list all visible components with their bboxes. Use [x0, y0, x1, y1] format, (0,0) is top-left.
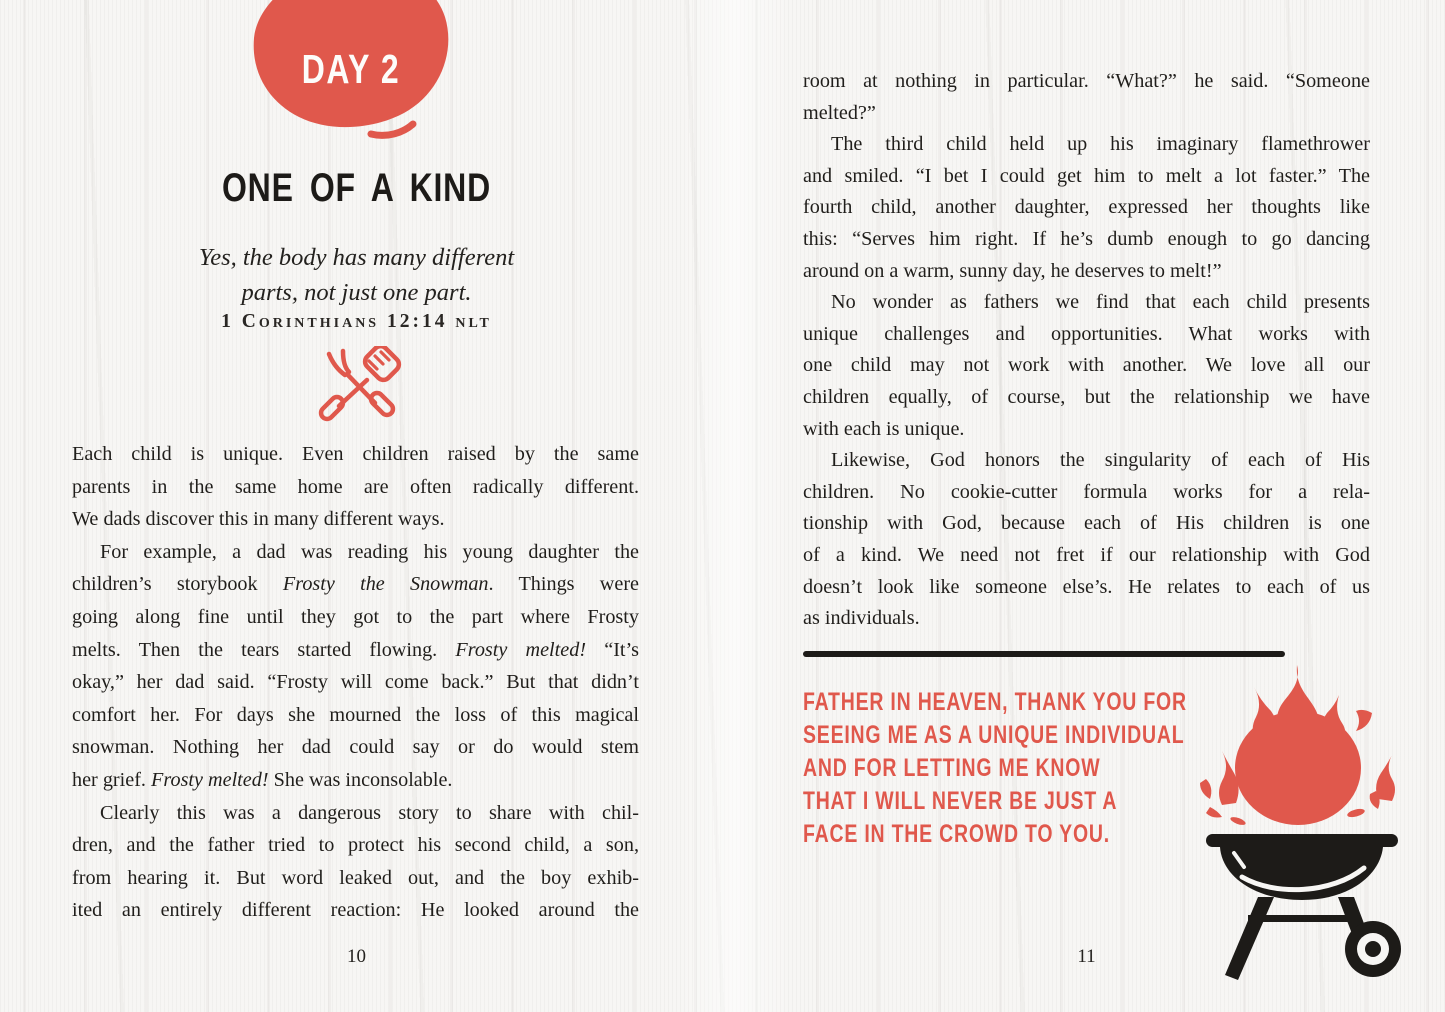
day-badge-label: DAY 2 — [301, 46, 401, 92]
body-text-line: as individuals. — [803, 607, 920, 630]
chapter-title: ONE OF A KIND — [221, 166, 491, 210]
verse-line: Yes, the body has many different — [198, 244, 515, 271]
body-text-line: room at nothing in particular. “What?” he said. “Someone — [803, 70, 1370, 92]
body-text-line: with each is unique. — [803, 417, 965, 440]
body-text-line: melted?” — [803, 101, 876, 124]
body-text-line: snowman. Nothing her dad could say or do would stem — [72, 736, 639, 759]
body-text-line: The third child held up his imaginary flamethrower — [831, 133, 1370, 156]
page-gutter — [680, 0, 790, 1012]
body-text-line: Each child is unique. Even children raised by the same — [72, 443, 639, 465]
left-page-body — [72, 438, 639, 927]
prayer-line: FATHER IN HEAVEN, THANK YOU FOR — [803, 688, 1187, 716]
body-text-line: ited an entirely different reaction: He looked around the — [72, 899, 639, 922]
body-text-line: okay,” her dad said. “Frosty will come back.” But that didn’t — [72, 671, 639, 694]
body-text-line: No wonder as fathers we find that each child presents — [831, 291, 1370, 314]
prayer-line: AND FOR LETTING ME KNOW — [803, 754, 1101, 782]
body-text-line: melts. Then the tears started flowing. Frosty melted! “It’s — [72, 638, 639, 661]
body-text-line: parents in the same home are often radically different. — [72, 475, 639, 498]
verse-line: parts, not just one part. — [241, 278, 472, 306]
verse-reference: 1 Corinthians 12:14 nlt — [221, 311, 492, 332]
body-text-line: unique challenges and opportunities. What works with — [803, 322, 1370, 345]
body-text-line: going along fine until they got to the part where Frosty — [72, 605, 639, 628]
body-text-line: from hearing it. But word leaked out, and the boy exhib- — [72, 866, 639, 889]
prayer-line: THAT I WILL NEVER BE JUST A — [803, 787, 1118, 815]
verse-quote — [73, 241, 640, 310]
body-text-line: children’s storybook Frosty the Snowman. Things were — [72, 573, 640, 596]
body-text-line: We dads discover this in many different ways. — [72, 508, 445, 531]
right-page-body — [803, 66, 1370, 635]
body-text-line: her grief. Frosty melted! She was inconsolable. — [72, 768, 453, 791]
body-text-line: one child may not work with another. We love all our — [803, 354, 1370, 377]
body-text-line: and smiled. “I bet I could get him to melt a lot faster.” The — [803, 164, 1370, 187]
flame-icon — [1200, 665, 1395, 827]
body-text-line: fourth child, another daughter, expressed her thoughts like — [803, 196, 1370, 219]
body-text-line: dren, and the father tried to protect his second child, a son, — [72, 834, 639, 857]
body-text-line: comfort her. For days she mourned the loss of this magical — [72, 703, 639, 726]
body-text-line: this: “Serves him right. If he’s dumb enough to go dancing — [803, 227, 1370, 250]
body-text-line: doesn’t look like someone else’s. He relates to each of us — [803, 575, 1370, 598]
grill-fork-spatula-icon — [306, 346, 408, 432]
page-number-left: 10 — [347, 946, 366, 967]
body-text-line: around on a warm, sunny day, he deserves to melt!” — [803, 259, 1222, 282]
body-text-line: children. No cookie-cutter formula works for a rela- — [803, 480, 1370, 503]
body-text-line: Likewise, God honors the singularity of each of His — [831, 449, 1370, 472]
body-text-line: of a kind. We need not fret if our relationship with God — [803, 543, 1370, 566]
page-number-right: 11 — [1077, 946, 1096, 967]
body-text-line: Clearly this was a dangerous story to share with chil- — [100, 801, 639, 824]
prayer-line: SEEING ME AS A UNIQUE INDIVIDUAL — [803, 721, 1185, 749]
body-text-line: children equally, of course, but the relationship we have — [803, 385, 1370, 408]
body-text-line: For example, a dad was reading his young daughter the — [100, 540, 639, 563]
body-text-line: tionship with God, because each of His children is one — [803, 512, 1370, 535]
prayer-line: FACE IN THE CROWD TO YOU. — [803, 820, 1110, 848]
